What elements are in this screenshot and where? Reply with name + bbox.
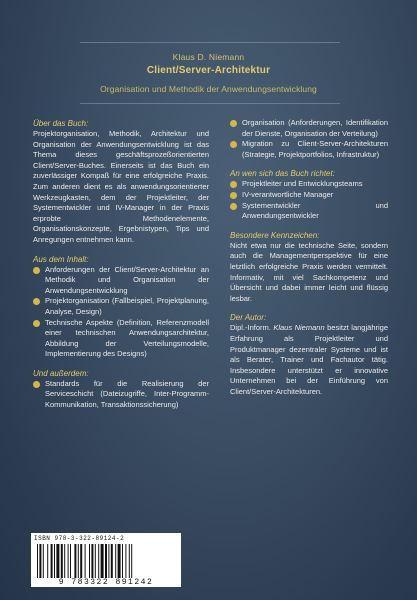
author-text (230, 323, 388, 397)
barcode-number: 9 783322 891242 (58, 578, 154, 587)
bullet-icon (230, 181, 237, 188)
audience-item-2: IV-verantwortliche Manager (242, 189, 334, 199)
list-item (33, 296, 209, 317)
list-item (230, 118, 388, 139)
author-text-body: besitzt langjährige Erfahrung als Projektleiter und Produktmanager dezentraler Systeme und ist als Berater, Trainer und Fachautor tätig. Insbesondere unterstützt er innovative Unternehmen bei der Einführung von Client/Server-Architekturen. (230, 323, 388, 396)
more-item-2: Migration zu Client-Server-Architekturen (Strategie, Projektportfolios, Infrastruktur) (242, 139, 388, 159)
author-name: Klaus Niemann (273, 323, 325, 333)
list-item (33, 379, 209, 411)
audience-heading: An wen sich das Buch richtet: (230, 169, 335, 179)
audience-item-3: Systementwickler und Anwendungsentwickler (242, 200, 388, 221)
additional-list (33, 379, 209, 411)
top-divider (80, 42, 340, 43)
right-column (230, 118, 388, 397)
more-item-1: Organisation (Anforderungen, Identifikation der Dienste, Organisation der Verteilung) (242, 118, 388, 138)
about-heading: Über das Buch: (33, 119, 89, 128)
barcode-label (31, 533, 181, 587)
author-heading: Der Autor: (230, 313, 267, 323)
list-item (33, 318, 209, 360)
about-text: Projektorganisation, Methodik, Architektur und Organisation der Anwendungsentwicklung ist das Thema dieses geschäftsprozeßorientierten Client/Server-Buches. Einerseits ist das Buch ein zuverlässiger Kompaß für eine erfolgreiche Praxis. Zum anderen dient es als anwendungsorientierter Werkzeugkasten, dem der Projektleiter, der Systementwickler und IV-Manager in der Praxis erprobte Methodenelemente, Organisationskonzepte, Ergebnistypen, Tips und Anregungen entnehmen kann. (33, 129, 209, 244)
isbn-text: ISBN 978-3-322-89124-2 (34, 535, 125, 542)
contents-item-3: Technische Aspekte (Definition, Referenzmodell einer technischen Anwendungsarchitektur, Abbildung der Verteilungsmodelle, Implementierung des Designs) (45, 317, 209, 359)
bottom-divider (80, 103, 340, 104)
contents-item-1: Anforderungen der Client/Server-Architektur an Methodik und Organisation der Anwendungsentwicklung (45, 264, 209, 295)
header-subtitle: Organisation und Methodik der Anwendungsentwicklung (100, 84, 317, 94)
list-item (230, 190, 388, 201)
header-author: Klaus D. Niemann (172, 52, 245, 62)
bullet-icon (33, 381, 40, 388)
list-item (230, 139, 388, 160)
additional-item-1: Standards für die Realisierung der Serviceschicht (Dateizugriffe, Inter-Programm-Kommunikation, Transaktionssicherung) (45, 378, 209, 410)
bullet-icon (33, 298, 40, 305)
left-column (33, 118, 209, 411)
features-heading: Besondere Kennzeichen: (230, 230, 320, 240)
header-title: Client/Server-Architektur (146, 65, 271, 76)
contents-heading: Aus dem Inhalt: (33, 254, 89, 264)
author-text-prefix: Dipl.-Inform. (230, 323, 274, 333)
contents-list (33, 265, 209, 360)
bullet-icon (230, 203, 237, 210)
barcode-icon (37, 544, 175, 578)
bullet-icon (33, 320, 40, 327)
bullet-icon (230, 141, 237, 148)
audience-list (230, 179, 388, 221)
list-item (230, 201, 388, 222)
bullet-icon (33, 267, 40, 274)
additional-heading: Und außerdem: (33, 368, 89, 378)
features-text: Nicht etwa nur die technische Seite, sondern auch die Managementperspektive für eine letztlich erfolgreiche Praxis werden vermittelt. Informativ, mit viel Sachkompetenz und Übersicht und dabei immer leicht und flüssig lesbar. (230, 240, 388, 303)
list-item (33, 265, 209, 297)
more-contents-list (230, 118, 388, 160)
bullet-icon (230, 120, 237, 127)
contents-item-2: Projektorganisation (Fallbeispiel, Projektplanung, Analyse, Design) (45, 296, 209, 316)
list-item (230, 179, 388, 190)
bullet-icon (230, 192, 237, 199)
audience-item-1: Projektleiter und Entwicklungsteams (242, 179, 363, 189)
